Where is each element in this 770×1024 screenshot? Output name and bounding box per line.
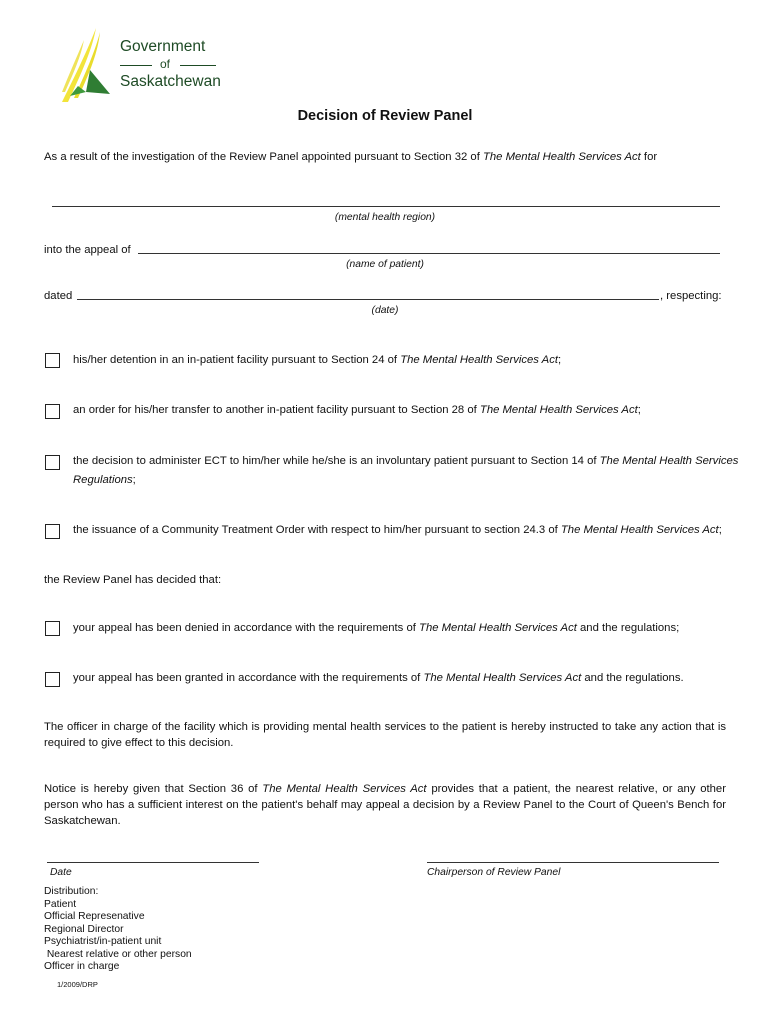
granted-checkbox[interactable]: [45, 672, 60, 687]
appeal-label: into the appeal of: [44, 244, 131, 256]
cto-checkbox[interactable]: [45, 524, 60, 539]
page-title: Decision of Review Panel: [297, 108, 473, 124]
list-item: Patient: [44, 898, 77, 910]
distribution-heading: Distribution:: [44, 886, 99, 897]
date-signature-label: Date: [50, 867, 72, 878]
denied-checkbox[interactable]: [45, 621, 60, 636]
notice-paragraph: Notice is hereby given that Section 36 of The Mental Health Services Act provides that a patient, the nearest relative, or any other person who has a sufficient interest on the patient's behalf may appeal a decision by a Review Panel to the Court of Queen's Bench for Saskatchewan.: [44, 783, 726, 827]
option-ect-cont: Regulations;: [73, 474, 136, 486]
option-transfer: an order for his/her transfer to another in-patient facility pursuant to Section 28 of The Mental Health Services Act;: [73, 404, 641, 416]
government-logo: [56, 26, 226, 106]
logo-line-of: [120, 57, 218, 73]
respecting-label: , respecting:: [660, 290, 722, 302]
intro-act: The Mental Health Services Act: [482, 151, 641, 163]
intro-pre: As a result of the investigation of the Review Panel appointed pursuant to Section 32 of: [44, 151, 483, 163]
list-item: Regional Director: [44, 923, 124, 935]
distribution-list: [44, 886, 192, 974]
form-code: 1/2009/DRP: [57, 980, 98, 989]
decision-granted: your appeal has been granted in accordance with the requirements of The Mental Health Services Act and the regulations.: [73, 672, 684, 684]
wheat-sheaf-icon: [56, 26, 116, 106]
list-item: Nearest relative or other person: [44, 948, 192, 960]
chair-signature-line[interactable]: [427, 862, 719, 863]
region-caption: (mental health region): [334, 212, 436, 223]
officer-paragraph: The officer in charge of the facility which is providing mental health services to the patient is hereby instructed to take any action that is required to give effect to this decision.: [44, 721, 726, 749]
patient-name-field[interactable]: [138, 253, 720, 254]
list-item: Official Represenative: [44, 911, 145, 922]
patient-caption: (name of patient): [346, 259, 424, 270]
date-caption: (date): [371, 305, 399, 316]
date-field[interactable]: [77, 299, 659, 300]
detention-checkbox[interactable]: [45, 353, 60, 368]
intro-text: [44, 149, 657, 165]
option-cto: the issuance of a Community Treatment Order with respect to him/her pursuant to section 24.3 of The Mental Health Services Act;: [73, 524, 722, 536]
logo-line-government: Government: [120, 38, 206, 55]
chair-signature-label: Chairperson of Review Panel: [427, 867, 561, 878]
list-item: Psychiatrist/in-patient unit: [44, 936, 162, 947]
logo-of-text: of: [160, 57, 171, 71]
ect-checkbox[interactable]: [45, 455, 60, 470]
option-detention: his/her detention in an in-patient facility pursuant to Section 24 of The Mental Health Services Act;: [73, 354, 562, 366]
intro-post: for: [640, 151, 658, 163]
date-signature-line[interactable]: [47, 862, 259, 863]
region-field[interactable]: [52, 206, 720, 207]
dated-label: dated: [44, 290, 73, 302]
decision-denied: your appeal has been denied in accordance with the requirements of The Mental Health Services Act and the regulations;: [73, 622, 680, 634]
decided-text: the Review Panel has decided that:: [44, 574, 222, 586]
option-ect: the decision to administer ECT to him/her while he/she is an involuntary patient pursuant to Section 14 of The Mental Health Services: [73, 455, 739, 467]
list-item: Officer in charge: [44, 961, 120, 972]
transfer-checkbox[interactable]: [45, 404, 60, 419]
logo-line-saskatchewan: Saskatchewan: [120, 73, 221, 90]
